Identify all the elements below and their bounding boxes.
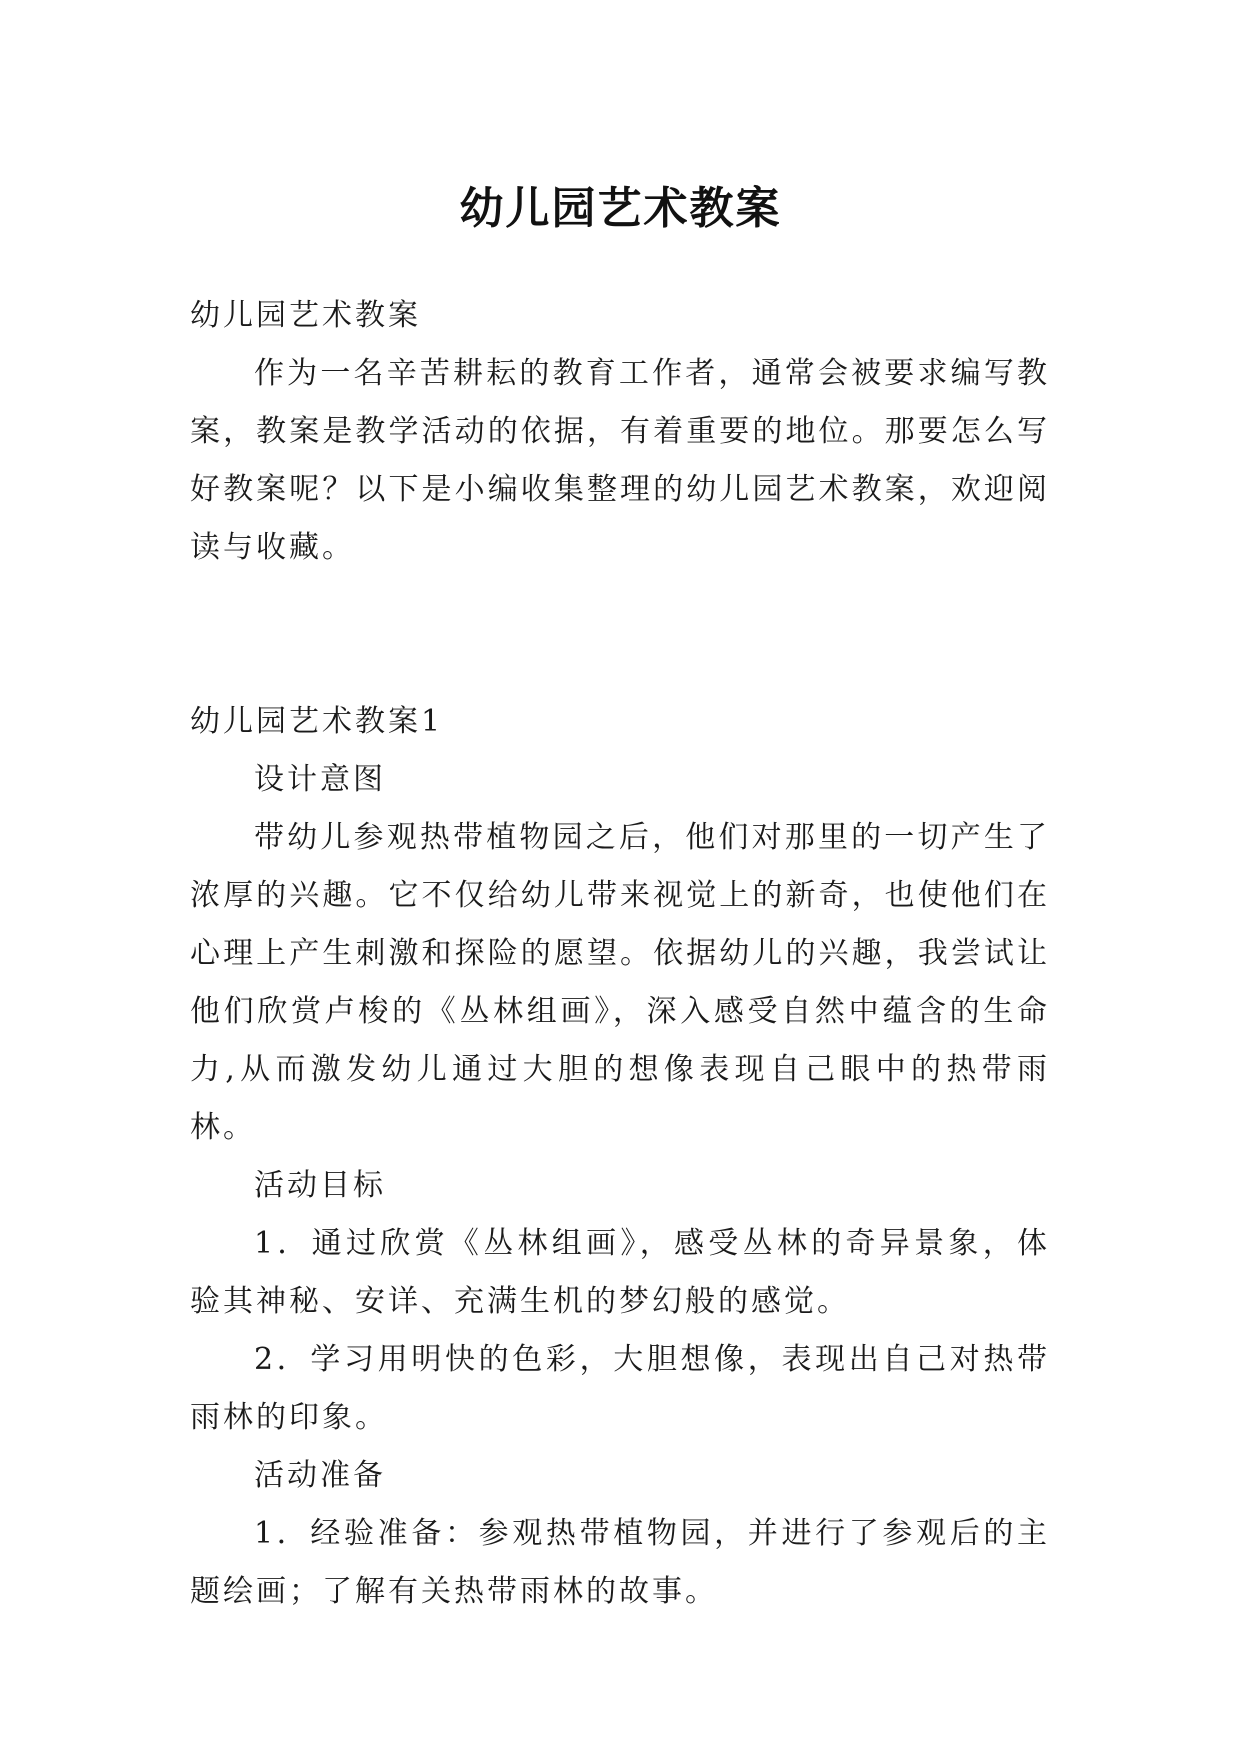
activity-goals-heading: 活动目标 <box>254 1168 386 1203</box>
intro-block <box>190 287 1050 577</box>
design-intent-heading: 设计意图 <box>254 762 386 797</box>
section-heading: 幼儿园艺术教案1 <box>190 704 444 739</box>
activity-prep-item: 1．经验准备：参观热带植物园，并进行了参观后的主题绘画；了解有关热带雨林的故事。 <box>190 1516 1050 1609</box>
intro-subtitle: 幼儿园艺术教案 <box>190 298 421 333</box>
activity-prep-heading: 活动准备 <box>254 1458 386 1493</box>
document-title: 幼儿园艺术教案 <box>459 183 782 235</box>
section-1 <box>190 693 1050 1621</box>
design-intent-paragraph: 带幼儿参观热带植物园之后，他们对那里的一切产生了浓厚的兴趣。它不仅给幼儿带来视觉上的新奇，也使他们在心理上产生刺激和探险的愿望。依据幼儿的兴趣，我尝试让他们欣赏卢梭的《丛林组画》，深入感受自然中蕴含的生命力,从而激发幼儿通过大胆的想像表现自己眼中的热带雨林。 <box>190 820 1050 1145</box>
activity-goal-item: 2．学习用明快的色彩，大胆想像，表现出自己对热带雨林的印象。 <box>190 1342 1050 1435</box>
intro-paragraph: 作为一名辛苦耕耘的教育工作者，通常会被要求编写教案，教案是教学活动的依据，有着重要的地位。那要怎么写好教案呢？以下是小编收集整理的幼儿园艺术教案，欢迎阅读与收藏。 <box>190 356 1050 565</box>
activity-goal-item: 1．通过欣赏《丛林组画》，感受丛林的奇异景象，体验其神秘、安详、充满生机的梦幻般的感觉。 <box>190 1226 1050 1319</box>
